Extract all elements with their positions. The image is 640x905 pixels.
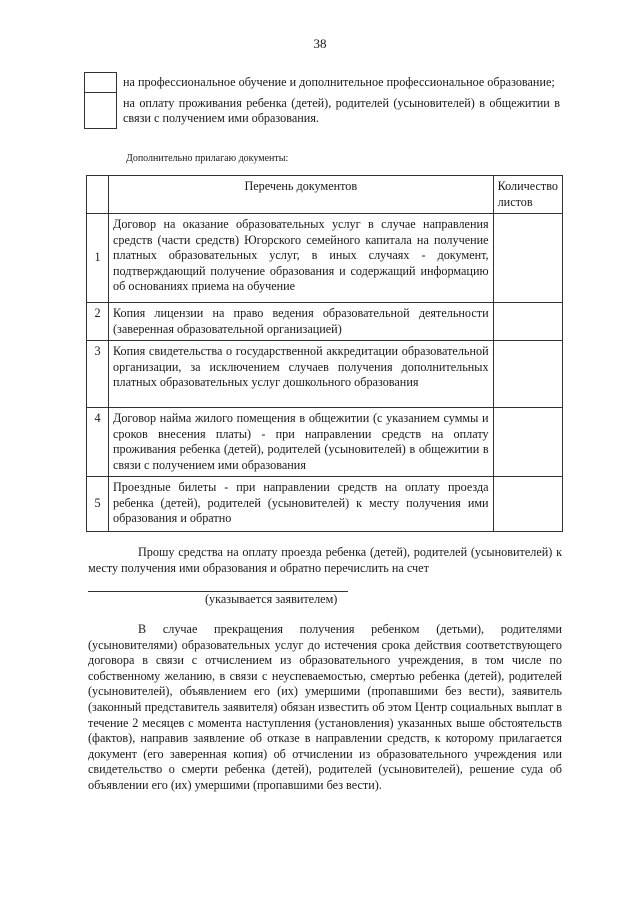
row-num: 2 — [87, 303, 109, 341]
row-name: Договор на оказание образовательных услуг в случае направления средств (части средств) Югорского семейного капитала на получение платных образовательных услуг, в иных случаях - документ, подтверждающий получение образования и содержащий информацию об основаниях приема на обучение — [109, 214, 494, 303]
checklist-item — [84, 93, 560, 129]
checklist-item-text: на оплату проживания ребенка (детей), родителей (усыновителей) в общежитии в связи с получением ими образования. — [123, 95, 560, 125]
row-qty-field[interactable] — [493, 303, 562, 341]
page-number: 38 — [313, 36, 327, 51]
additional-docs-label: Дополнительно прилагаю документы: — [126, 153, 289, 164]
row-qty-field[interactable] — [493, 477, 562, 532]
row-name: Проездные билеты - при направлении средств на оплату проезда ребенка (детей), родителей (усыновителей) к месту получения ими образования и обратно — [109, 477, 494, 532]
row-name: Договор найма жилого помещения в общежитии (с указанием суммы и сроков внесения платы) - при направлении средств на оплату проживания ребенка (детей), родителей (усыновителей) в общежитии в связи с получением ими образования — [109, 408, 494, 477]
header-num — [87, 176, 109, 214]
row-qty-field[interactable] — [493, 214, 562, 303]
account-note: (указывается заявителем) — [205, 592, 338, 606]
checkbox-dormitory[interactable] — [84, 93, 117, 129]
checklist-item — [84, 72, 560, 93]
table-row — [87, 477, 563, 532]
row-name: Копия свидетельства о государственной аккредитации образовательной организации, за исключением случаев получения дополнительных платных образовательных услуг дошкольного образования — [109, 341, 494, 408]
table-row — [87, 408, 563, 477]
checklist-item-text: на профессиональное обучение и дополнительное профессиональное образование; — [123, 75, 555, 89]
row-name: Копия лицензии на право ведения образовательной деятельности (заверенная образовательной организацией) — [109, 303, 494, 341]
row-num: 4 — [87, 408, 109, 477]
table-row — [87, 303, 563, 341]
checkbox-professional-training[interactable] — [84, 72, 117, 93]
row-qty-field[interactable] — [493, 408, 562, 477]
header-name: Перечень документов — [109, 176, 494, 214]
row-qty-field[interactable] — [493, 341, 562, 408]
termination-paragraph: В случае прекращения получения ребенком (детьми), родителями (усыновителями) образовательных услуг до истечения срока действия соответствующего договора в связи с отчислением из образовательного учреждения, в том числе по собственному желанию, в связи с неуспеваемостью, смертью ребенка (детей), родителей (усыновителей), объявлением его (их) умершими (пропавшими без вести), заявитель (законный представитель заявителя) обязан известить об этом Центр социальных выплат в течение 2 месяцев с момента наступления (установления) указанных выше обстоятельств (фактов), направив заявление об отказе в направлении средств, к которому прилагается документ (его заверенная копия) об отчислении из образовательного учреждения или свидетельство о смерти ребенка (детей), родителей (усыновителей), решение суда об объявлении его (их) умершими (пропавшими без вести). — [88, 622, 562, 792]
table-header-row — [87, 176, 563, 214]
header-qty: Количество листов — [493, 176, 562, 214]
request-paragraph: Прошу средства на оплату проезда ребенка (детей), родителей (усыновителей) к месту получения ими образования и обратно перечислить на счет — [88, 545, 562, 575]
row-num: 3 — [87, 341, 109, 408]
documents-table — [86, 175, 563, 532]
table-row — [87, 341, 563, 408]
row-num: 1 — [87, 214, 109, 303]
row-num: 5 — [87, 477, 109, 532]
table-row — [87, 214, 563, 303]
checklist — [84, 72, 560, 129]
